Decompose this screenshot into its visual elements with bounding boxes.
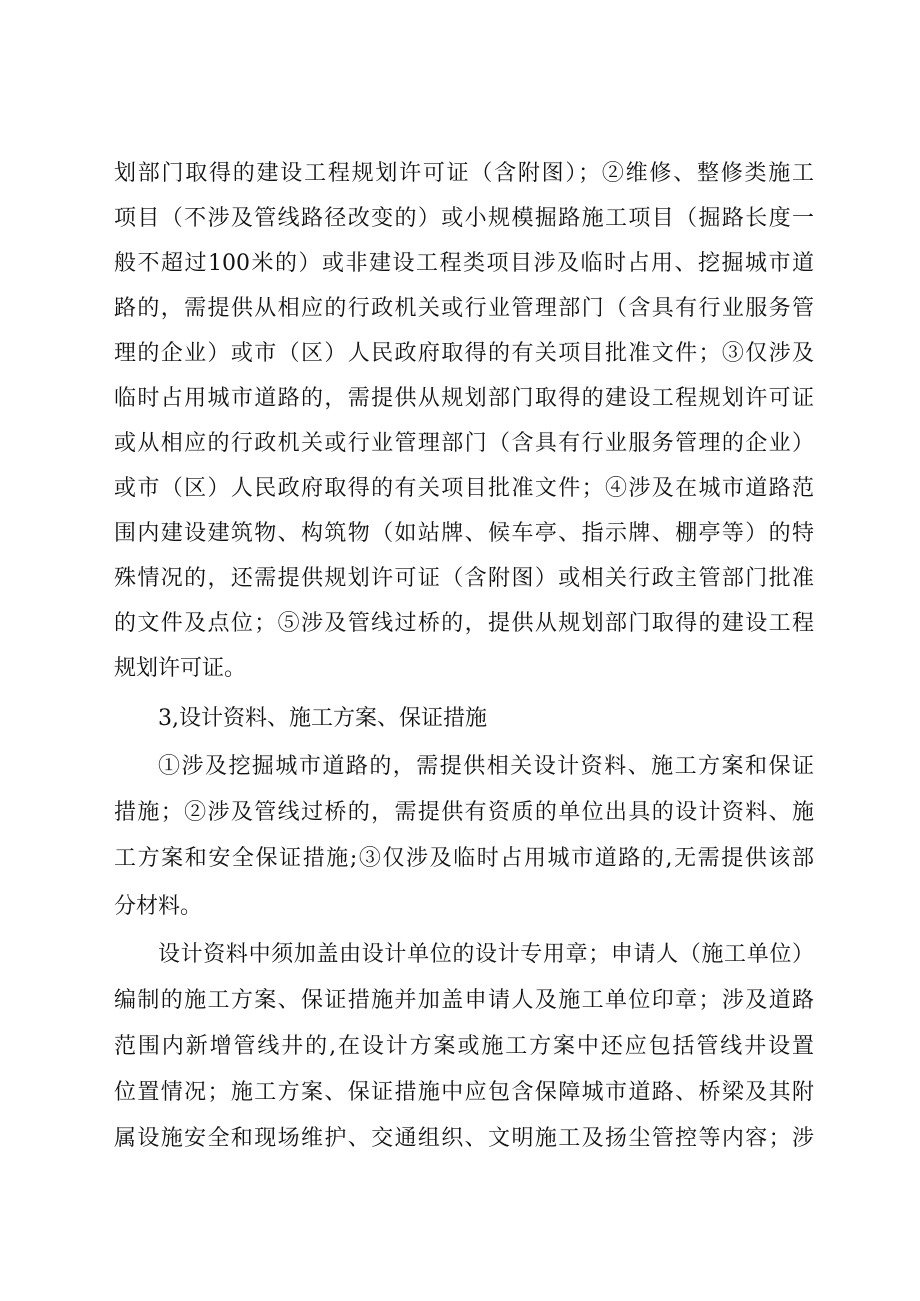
paragraph-line: 属设施安全和现场维护、交通组织、文明施工及扬尘管控等内容；涉 bbox=[114, 1126, 814, 1151]
paragraph-line: 项目（不涉及管线路径改变的）或小规模掘路施工项目（掘路长度一 bbox=[114, 206, 814, 231]
paragraph-line: 位置情况；施工方案、保证措施中应包含保障城市道路、桥梁及其附 bbox=[114, 1080, 814, 1105]
paragraph-line: 理的企业）或市（区）人民政府取得的有关项目批准文件；③仅涉及 bbox=[114, 341, 814, 366]
paragraph-line: 的文件及点位；⑤涉及管线过桥的，提供从规划部门取得的建设工程 bbox=[114, 611, 814, 636]
paragraph-line: 围内建设建筑物、构筑物（如站牌、候车亭、指示牌、棚亭等）的特 bbox=[114, 521, 814, 546]
paragraph-line: 设计资料中须加盖由设计单位的设计专用章；申请人（施工单位） bbox=[158, 942, 814, 967]
paragraph-line: 临时占用城市道路的，需提供从规划部门取得的建设工程规划许可证 bbox=[114, 386, 814, 411]
paragraph-line: 划部门取得的建设工程规划许可证（含附图）；②维修、整修类施工 bbox=[114, 161, 814, 186]
paragraph-line: 范围内新增管线井的,在设计方案或施工方案中还应包括管线井设置 bbox=[114, 1034, 814, 1059]
paragraph-line: 般不超过100米的）或非建设工程类项目涉及临时占用、挖掘城市道 bbox=[114, 251, 814, 276]
paragraph-line: 或从相应的行政机关或行业管理部门（含具有行业服务管理的企业） bbox=[114, 431, 814, 456]
paragraph-line: 工方案和安全保证措施;③仅涉及临时占用城市道路的,无需提供该部 bbox=[114, 846, 814, 871]
paragraph-line: ①涉及挖掘城市道路的，需提供相关设计资料、施工方案和保证 bbox=[158, 754, 814, 779]
paragraph-line: 路的，需提供从相应的行政机关或行业管理部门（含具有行业服务管 bbox=[114, 296, 814, 321]
paragraph-line: 措施；②涉及管线过桥的，需提供有资质的单位出具的设计资料、施 bbox=[114, 800, 814, 825]
paragraph-line: 规划许可证。 bbox=[114, 656, 247, 681]
paragraph-line: 殊情况的，还需提供规划许可证（含附图）或相关行政主管部门批准 bbox=[114, 566, 814, 591]
section-heading: 3,设计资料、施工方案、保证措施 bbox=[158, 706, 487, 731]
paragraph-line: 编制的施工方案、保证措施并加盖申请人及施工单位印章；涉及道路 bbox=[114, 988, 814, 1013]
paragraph-line: 分材料。 bbox=[114, 894, 203, 919]
paragraph-line: 或市（区）人民政府取得的有关项目批准文件；④涉及在城市道路范 bbox=[114, 476, 814, 501]
